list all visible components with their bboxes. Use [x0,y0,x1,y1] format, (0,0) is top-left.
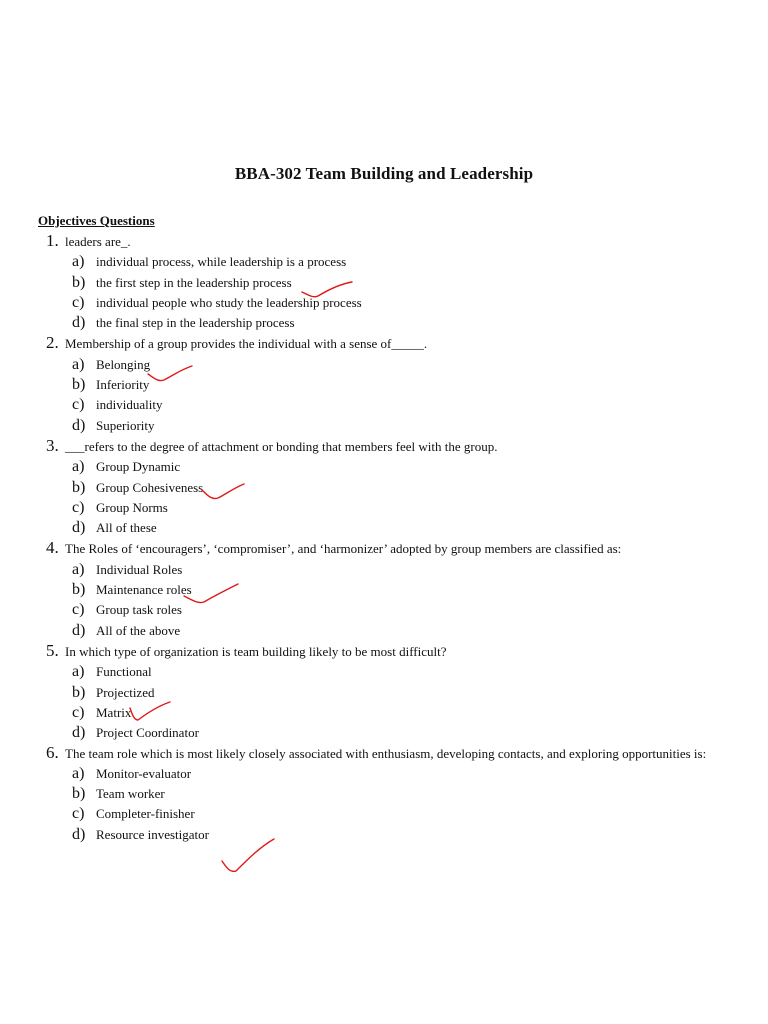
option-5d [46,723,746,743]
option-letter: b) [72,785,86,803]
option-text: All of the above [96,622,181,638]
option-letter: a) [72,355,85,373]
option-letter: d) [72,314,86,332]
option-3a [46,457,746,477]
option-4c [46,600,746,620]
option-6b [46,784,746,804]
question-number: 5. [46,640,59,660]
option-3d [46,518,746,538]
option-letter: d) [72,519,86,537]
option-text: the first step in the leadership process [96,274,292,290]
option-3b [46,478,746,498]
option-letter: a) [72,253,85,271]
check-mark-3 [200,480,248,504]
option-letter: b) [72,478,86,496]
option-text: Maintenance roles [96,582,192,598]
option-1c [46,293,746,313]
question-1 [46,231,746,252]
question-2 [46,333,746,354]
option-letter: d) [72,621,86,639]
question-text: leaders are_. [65,234,131,249]
option-letter: c) [72,293,85,311]
option-letter: b) [72,376,86,394]
option-4b [46,580,746,600]
option-text: Matrix [96,704,132,720]
option-text: Individual Roles [96,561,183,577]
check-mark-4 [182,580,242,608]
question-text: Membership of a group provides the individual with a sense of_____. [65,336,428,352]
option-1a [46,252,746,272]
question-number: 4. [46,538,59,558]
option-text: Resource investigator [96,826,209,842]
option-1d [46,313,746,333]
option-6c [46,804,746,824]
question-text: ___refers to the degree of attachment or bonding that members feel with the group. [65,438,498,454]
option-letter: d) [72,825,86,843]
option-letter: c) [72,703,85,721]
check-mark-6 [218,835,280,875]
option-text: Completer-finisher [96,806,195,822]
option-text: All of these [96,520,157,536]
option-letter: d) [72,416,86,434]
option-text: Group Norms [96,499,168,515]
option-4a [46,560,746,580]
option-letter: b) [72,683,86,701]
option-4d [46,621,746,641]
option-text: Superiority [96,417,155,433]
option-letter: c) [72,498,85,516]
question-list [46,231,746,845]
option-letter: c) [72,601,85,619]
option-text: individual process, while leadership is a process [96,254,347,270]
question-4 [46,538,746,559]
check-mark-1 [300,278,360,302]
option-letter: a) [72,663,85,681]
option-2d [46,416,746,436]
question-number: 3. [46,435,59,455]
option-text: individual people who study the leadership process [96,294,362,310]
option-6d [46,825,746,845]
option-text: the final step in the leadership process [96,315,295,331]
question-5 [46,641,746,662]
option-text: Monitor-evaluator [96,765,192,781]
question-number: 2. [46,333,59,353]
option-text: Belonging [96,356,151,372]
option-text: Group Dynamic [96,459,181,475]
option-6a [46,764,746,784]
option-letter: a) [72,764,85,782]
question-number: 6. [46,743,59,763]
question-6 [46,743,746,763]
option-letter: c) [72,805,85,823]
option-letter: d) [72,724,86,742]
option-text: Group task roles [96,602,182,618]
option-text: Projectized [96,684,155,700]
option-text: individuality [96,397,163,413]
page-title: BBA-302 Team Building and Leadership [234,164,534,183]
option-letter: b) [72,581,86,599]
section-heading: Objectives Questions [38,213,155,228]
option-letter: a) [72,560,85,578]
option-text: Group Cohesiveness [96,479,204,495]
option-2c [46,395,746,415]
question-number: 1. [46,231,59,250]
option-3c [46,498,746,518]
option-letter: b) [72,273,86,291]
option-text: Project Coordinator [96,725,199,741]
option-1b [46,273,746,293]
option-text: Team worker [96,786,165,802]
check-mark-2 [146,362,196,386]
question-3 [46,436,746,457]
option-text: Inferiority [96,377,150,393]
question-text: The Roles of ‘encouragers’, ‘compromiser’, and ‘harmonizer’ adopted by group members are classified as: [65,541,622,557]
option-5a [46,662,746,682]
check-mark-5 [120,698,174,726]
question-text: The team role which is most likely closely associated with enthusiasm, developing contacts, and exploring opportunities is: [65,746,707,762]
option-letter: c) [72,396,85,414]
question-text: In which type of organization is team building likely to be most difficult? [65,643,447,659]
option-letter: a) [72,458,85,476]
option-text: Functional [96,664,152,680]
